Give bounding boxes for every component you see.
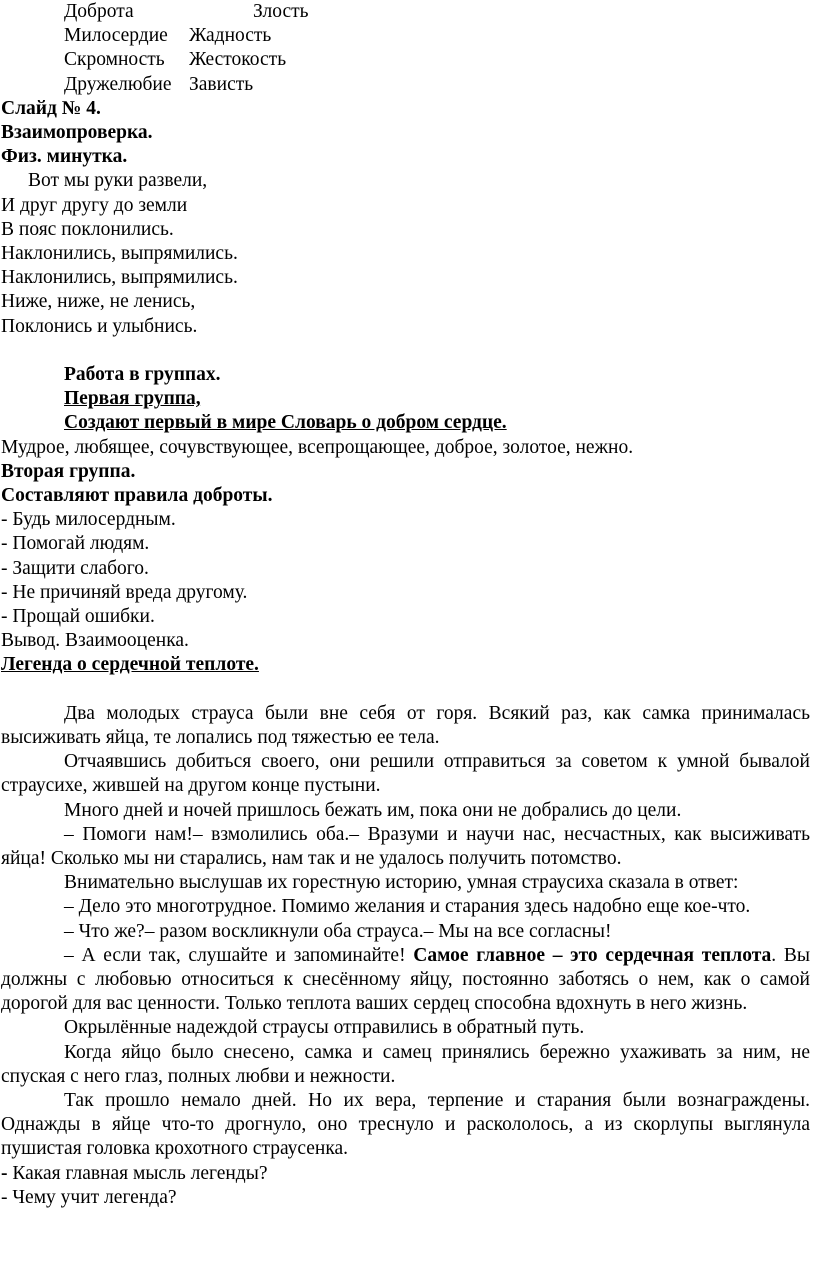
poem-line: В пояс поклонились.	[1, 218, 174, 240]
bad-quality: Жестокость	[189, 49, 287, 71]
legend-text-before: – А если так, слушайте и запоминайте!	[64, 944, 414, 966]
bad-quality: Зависть	[189, 73, 254, 95]
rules-list	[1, 508, 810, 629]
legend-paragraph: – Дело это многотрудное. Помимо желания и старания здесь надобно еще кое-что.	[64, 896, 751, 918]
good-quality: Дружелюбие	[64, 73, 172, 95]
legend-heading: Легенда о сердечной теплоте.	[1, 654, 259, 676]
poem-line: Поклонись и улыбнись.	[1, 315, 198, 337]
group1-heading: Первая группа,	[64, 388, 201, 410]
poem-line: Вот мы руки развели,	[28, 170, 208, 192]
group1-words: Мудрое, любящее, сочувствующее, всепрощающее, доброе, золотое, нежно.	[1, 436, 634, 458]
group1-task: Создают первый в мире Словарь о добром сердце.	[64, 412, 507, 434]
groups-heading: Работа в группах.	[64, 363, 221, 385]
group2-task: Составляют правила доброты.	[1, 484, 273, 506]
question-dash: -	[1, 1162, 8, 1184]
bad-quality: Жадность	[189, 25, 272, 47]
word-pair	[1, 0, 810, 24]
legend-paragraph: Так прошло немало дней. Но их вера, терпение и старания были вознаграждены. Однажды в яйце что-то дрогнуло, оно треснуло и раскололось, а из скорлупы выглянула пушистая головка крохотного страусенка.	[1, 1090, 810, 1160]
good-quality: Милосердие	[64, 25, 168, 47]
poem-line: Ниже, ниже, не ленись,	[1, 291, 196, 313]
legend-paragraph	[1, 944, 810, 1017]
good-quality: Скромность	[64, 49, 165, 71]
legend-paragraph: Отчаявшись добиться своего, они решили отправиться за советом к умной бывалой страусихе, жившей на другом конце пустыни.	[1, 751, 810, 797]
group2-heading: Вторая группа.	[1, 460, 136, 482]
poem-line: Наклонились, выпрямились.	[1, 242, 238, 264]
spacer	[1, 339, 810, 363]
question-text: Чему учит легенда?	[7, 1186, 177, 1208]
rule-item: - Не причиняй вреда другому.	[1, 581, 248, 603]
question	[1, 1162, 810, 1186]
poem-line: И друг другу до земли	[1, 194, 188, 216]
legend-text-after: . Вы должны с любовью относиться к снесённому яйцу, постоянно заботясь о нем, как о самой дорогой для вас ценности. Только теплота ваших сердец способна вдохнуть в него жизнь.	[1, 944, 810, 1015]
word-pair	[1, 48, 810, 72]
good-quality: Доброта	[64, 1, 134, 22]
rule-item: - Защити слабого.	[1, 557, 149, 579]
check-heading: Взаимопроверка.	[1, 121, 153, 143]
legend-text	[1, 702, 810, 1162]
poem-line: Наклонились, выпрямились.	[1, 267, 238, 289]
rule-item: - Будь милосердным.	[1, 509, 176, 531]
legend-paragraph: Много дней и ночей пришлось бежать им, пока они не добрались до цели.	[64, 799, 682, 821]
legend-paragraph: Когда яйцо было снесено, самка и самец принялись бережно ухаживать за ним, не спуская с него глаз, полных любви и нежности.	[1, 1041, 810, 1087]
rule-item: - Помогай людям.	[1, 533, 150, 555]
word-pair	[1, 24, 810, 48]
word-pairs	[1, 0, 810, 97]
fiz-heading: Физ. минутка.	[1, 146, 128, 168]
slide-heading: Слайд № 4.	[1, 97, 101, 119]
questions	[1, 1162, 810, 1210]
word-pair	[1, 73, 810, 97]
rule-item: - Прощай ошибки.	[1, 606, 155, 627]
legend-paragraph: – Помоги нам!– взмолились оба.– Вразуми и научи нас, несчастных, как высиживать яйца! Сколько мы ни старались, нам так и не удалось получить потомство.	[1, 823, 810, 870]
legend-paragraph: Окрылённые надеждой страусы отправились в обратный путь.	[64, 1017, 585, 1039]
bad-quality: Злость	[253, 1, 309, 22]
legend-paragraph: Два молодых страуса были вне себя от горя. Всякий раз, как самка принималась высиживать яйца, те лопались под тяжестью ее тела.	[1, 702, 810, 748]
legend-paragraph: – Что же?– разом воскликнули оба страуса.– Мы на все согласны!	[64, 920, 612, 942]
question-dash: -	[1, 1186, 8, 1208]
legend-paragraph: Внимательно выслушав их горестную историю, умная страусиха сказала в ответ:	[64, 872, 739, 894]
legend-key-phrase: Самое главное – это сердечная теплота	[413, 944, 772, 966]
question-text: Какая главная мысль легенды?	[7, 1162, 268, 1184]
spacer	[1, 678, 810, 702]
question	[1, 1186, 810, 1210]
conclusion: Вывод. Взаимооценка.	[1, 630, 189, 652]
poem	[1, 169, 810, 338]
